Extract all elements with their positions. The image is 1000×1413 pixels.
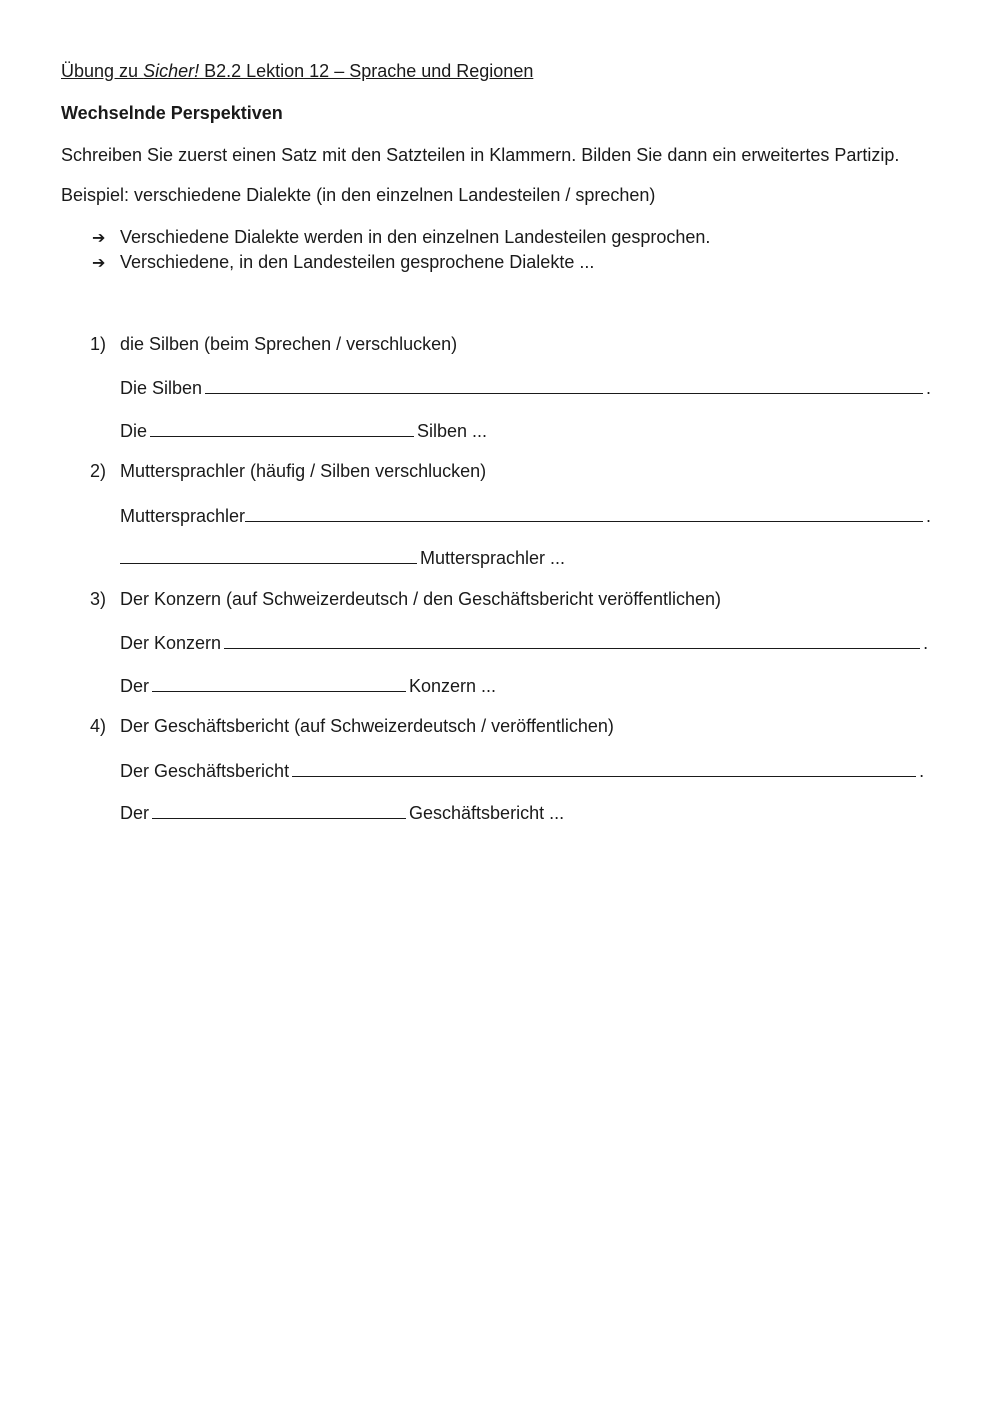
exercise-4-line2-start: Der: [120, 803, 150, 823]
exercise-2-number: 2): [90, 461, 107, 481]
exercise-3-sentence-line: [120, 630, 928, 654]
instruction-text: Schreiben Sie zuerst einen Satz mit den Satzteilen in Klammern. Bilden Sie dann ein erweitertes Partizip.: [61, 145, 900, 165]
exercise-4-line1-end: .: [919, 761, 925, 781]
exercise-4-line2-end: Geschäftsbericht ...: [409, 803, 565, 823]
example-prompt: Beispiel: verschiedene Dialekte (in den einzelnen Landesteilen / sprechen): [61, 185, 656, 205]
title-suffix: B2.2 Lektion 12 – Sprache und Regionen: [199, 61, 534, 81]
exercise-1-line2-end: Silben ...: [417, 421, 488, 441]
exercise-3-line1-end: .: [923, 633, 929, 653]
exercise-3-line2-start: Der: [120, 676, 150, 696]
exercise-2-line1-end: .: [926, 506, 932, 526]
exercise-2-prompt: Muttersprachler (häufig / Silben verschlucken): [120, 461, 487, 481]
answer-blank[interactable]: [120, 545, 417, 564]
exercise-2-line2-end: Muttersprachler ...: [420, 548, 566, 568]
exercise-1-line1-end: .: [926, 378, 932, 398]
exercise-3-prompt: Der Konzern (auf Schweizerdeutsch / den Geschäftsbericht veröffentlichen): [120, 589, 721, 609]
exercise-3-line2-end: Konzern ...: [409, 676, 497, 696]
example-answer-1: [92, 226, 710, 249]
exercise-4-number: 4): [90, 716, 107, 736]
exercise-4-participle-line: [120, 800, 564, 824]
exercise-3-participle-line: [120, 673, 496, 697]
answer-blank[interactable]: [205, 375, 923, 394]
worksheet-title: [61, 60, 533, 82]
answer-blank[interactable]: [292, 758, 916, 777]
exercise-1-number: 1): [90, 334, 107, 354]
exercise-1-line1-start: Die Silben: [120, 378, 203, 398]
exercise-2-sentence-line: [120, 503, 931, 527]
exercise-3-number: 3): [90, 589, 107, 609]
exercise-1-prompt: die Silben (beim Sprechen / verschlucken): [120, 334, 458, 354]
answer-blank[interactable]: [150, 418, 414, 437]
exercise-2-line1-start: Muttersprachler: [120, 506, 246, 526]
exercise-4-line1-start: Der Geschäftsbericht: [120, 761, 290, 781]
example-answer-2: [92, 251, 594, 274]
exercise-1-sentence-line: [120, 375, 931, 399]
answer-blank[interactable]: [152, 673, 406, 692]
exercise-1-participle-line: [120, 418, 487, 442]
exercise-1-line2-start: Die: [120, 421, 148, 441]
arrow-right-icon: ➔: [92, 253, 106, 272]
answer-blank[interactable]: [245, 503, 923, 522]
exercise-4-sentence-line: [120, 758, 924, 782]
answer-blank[interactable]: [152, 800, 406, 819]
exercise-4-prompt: Der Geschäftsbericht (auf Schweizerdeutsch / veröffentlichen): [120, 716, 614, 736]
title-book: Sicher!: [143, 61, 200, 81]
answer-blank[interactable]: [224, 630, 920, 649]
arrow-right-icon: ➔: [92, 228, 106, 247]
exercise-2-participle-line: [120, 545, 565, 569]
example-answer-1-text: Verschiedene Dialekte werden in den einzelnen Landesteilen gesprochen.: [120, 227, 711, 247]
exercise-3-line1-start: Der Konzern: [120, 633, 222, 653]
section-heading: Wechselnde Perspektiven: [61, 103, 283, 123]
title-prefix: Übung zu: [61, 61, 144, 81]
example-answer-2-text: Verschiedene, in den Landesteilen gesprochene Dialekte ...: [120, 252, 595, 272]
